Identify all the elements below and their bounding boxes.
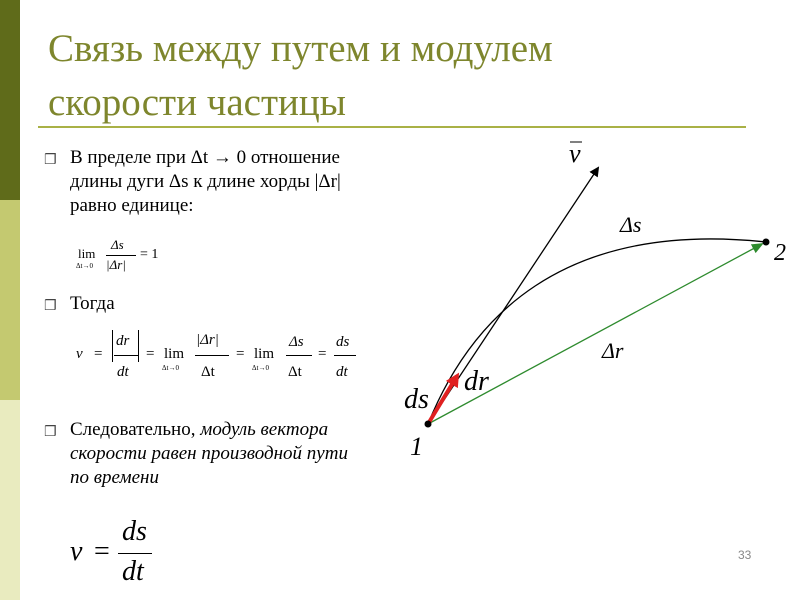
formula2-eq-4: = — [318, 346, 327, 362]
formula2-sub-2: Δt→0 — [252, 364, 269, 372]
bullet-1-line-2: длины дуги Δs к длине хорды |Δr| — [70, 171, 341, 192]
formula2-eq-1: = — [94, 346, 103, 362]
formula1-denominator: |Δr| — [106, 257, 126, 272]
chord-delta-r-arrow — [428, 244, 762, 424]
formula3-den: dt — [122, 556, 144, 587]
formula2-f4-num: ds — [336, 334, 350, 350]
formula1-sub: Δt→0 — [76, 262, 93, 270]
label-delta-r: Δr — [602, 338, 624, 363]
bullet-marker-icon: ❒ — [44, 152, 57, 168]
formula3-num: ds — [122, 516, 147, 547]
formula2-lim-2: lim — [254, 346, 275, 362]
label-1: 1 — [410, 432, 423, 461]
label-ds: ds — [404, 384, 429, 415]
point-1 — [425, 421, 432, 428]
bullet-3-line-3: по времени — [70, 467, 159, 488]
bullet-3-italic-1: модуль вектора — [200, 419, 329, 440]
formula2-eq-2: = — [146, 346, 155, 362]
label-dr: dr — [464, 366, 489, 397]
formula3-eq: = — [94, 536, 110, 567]
formula2-lim-1: lim — [164, 346, 185, 362]
bullet-1-line-3: равно единице: — [70, 195, 194, 216]
formula1-numerator: Δs — [111, 237, 124, 252]
formula2-f2-num: |Δr| — [196, 332, 219, 348]
formula2-f3-den: Δt — [288, 364, 302, 380]
formula2-sub-1: Δt→0 — [162, 364, 179, 372]
point-2 — [763, 239, 770, 246]
formula1-lim: lim — [78, 246, 96, 261]
label-delta-s: Δs — [620, 212, 642, 237]
bullet-2-text: Тогда — [70, 293, 115, 314]
formula2-f1-num: dr — [116, 333, 130, 349]
formula3-v: v — [70, 536, 83, 567]
bullet-3-normal: Следовательно, — [70, 419, 201, 440]
bullet-3-line-2: скорости равен производной пути — [70, 443, 348, 464]
bullet-1-line-1: В пределе при Δt → 0 отношение — [70, 147, 340, 168]
formula2-v: v — [76, 346, 83, 362]
formula1-rhs: = 1 — [140, 247, 159, 262]
formula2-f1-den: dt — [117, 364, 129, 380]
formula2-eq-3: = — [236, 346, 245, 362]
bullet-marker-icon: ❒ — [44, 298, 57, 314]
formula2-f4-den: dt — [336, 364, 348, 380]
page-number: 33 — [738, 548, 752, 562]
title-line-1: Связь между путем и модулем — [48, 27, 553, 70]
formula2-f2-den: Δt — [201, 364, 215, 380]
formula2-f3-num: Δs — [289, 334, 304, 350]
bullet-marker-icon: ❒ — [44, 424, 57, 440]
label-v: v — [569, 139, 581, 168]
title-line-2: скорости частицы — [48, 81, 346, 124]
label-2: 2 — [774, 240, 786, 266]
